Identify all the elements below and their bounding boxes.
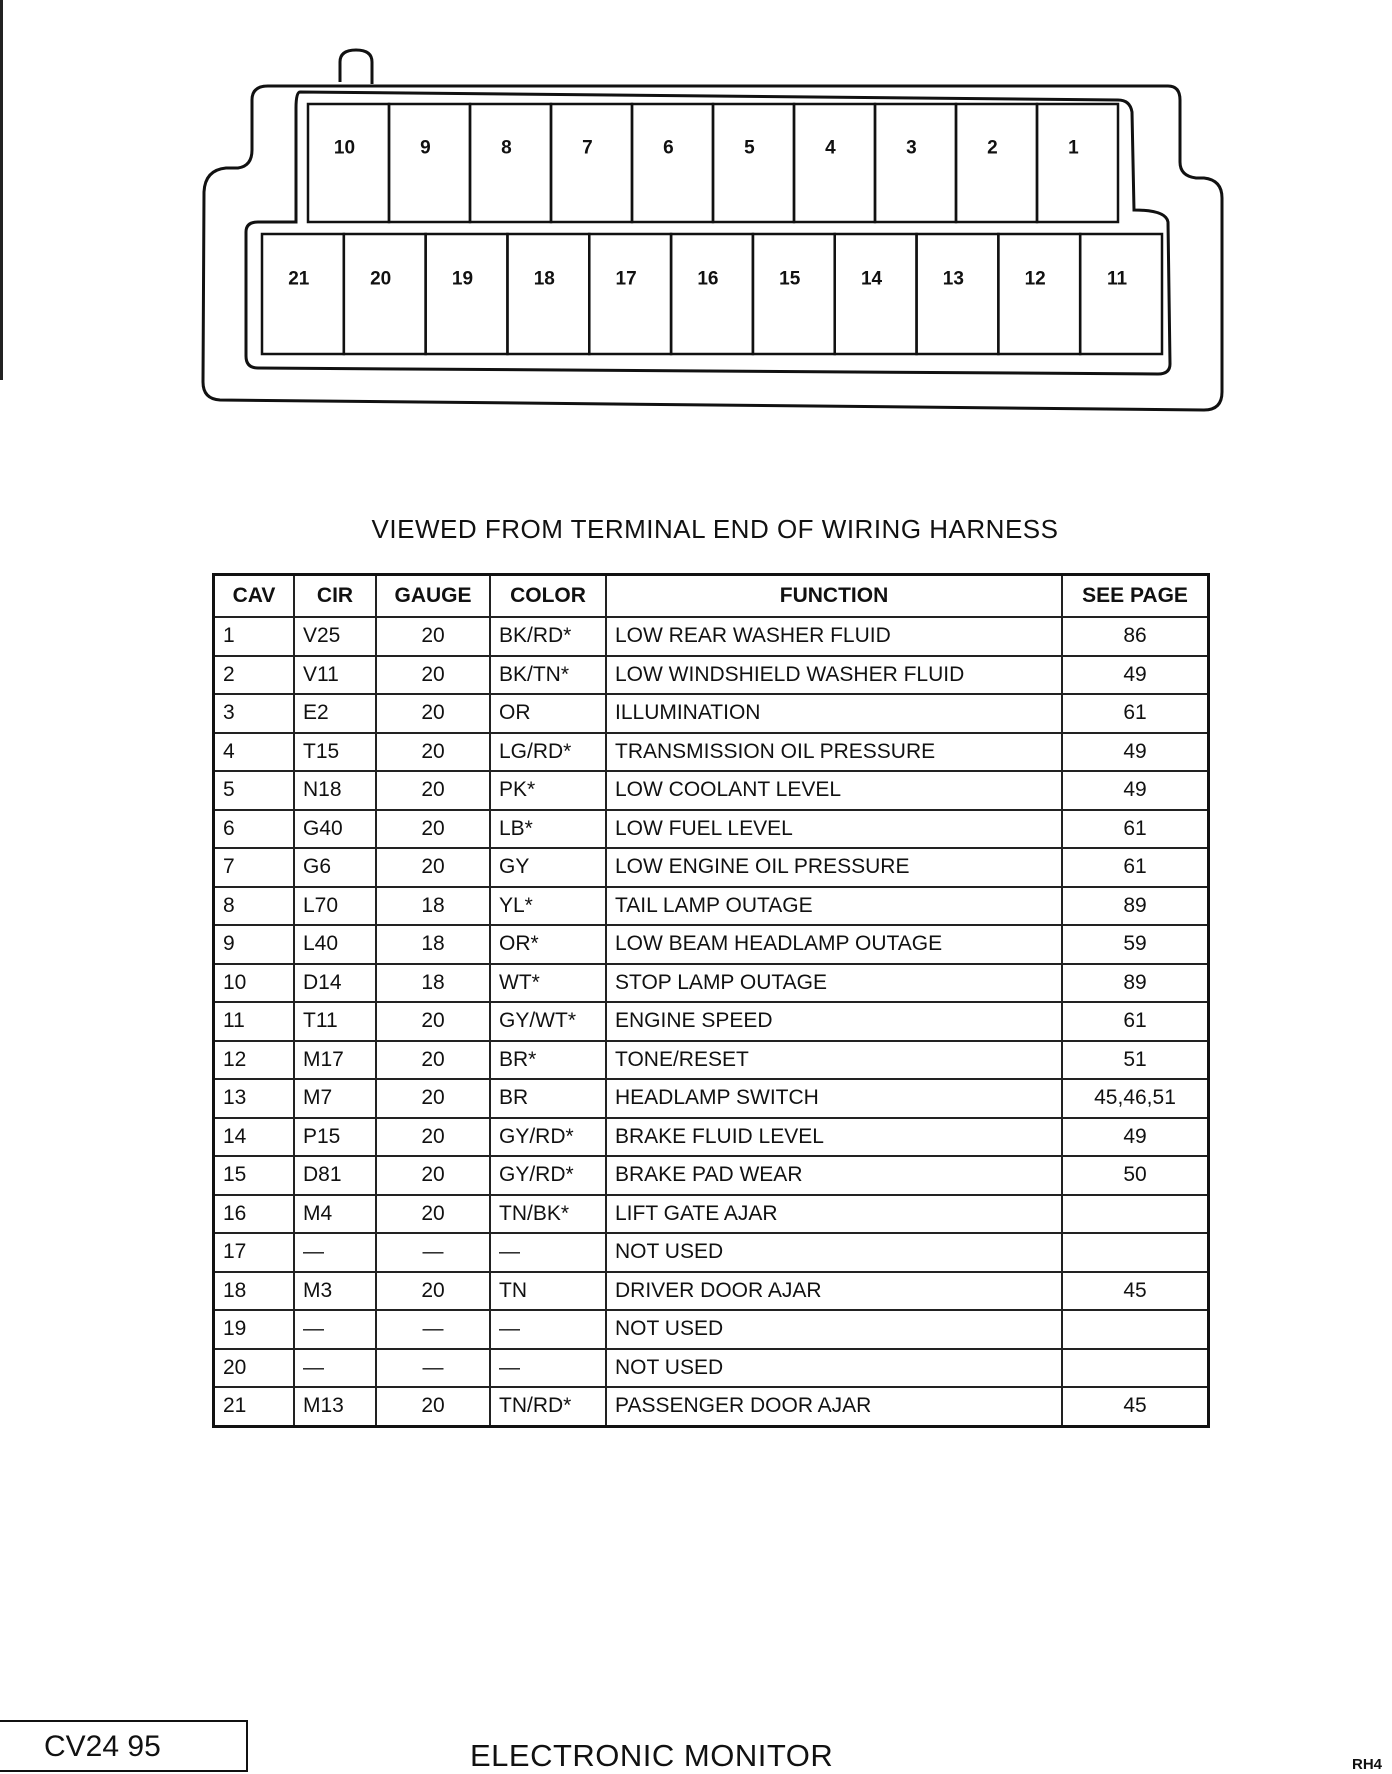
header-gauge: GAUGE bbox=[376, 575, 490, 618]
cell-gauge: 20 bbox=[376, 848, 490, 887]
pin-number: 1 bbox=[1068, 137, 1079, 159]
cell-gauge: 20 bbox=[376, 1118, 490, 1157]
pin-number: 12 bbox=[1024, 268, 1046, 290]
pin-number: 10 bbox=[333, 137, 356, 159]
pin-number: 15 bbox=[779, 268, 801, 290]
cell-function: TAIL LAMP OUTAGE bbox=[606, 887, 1062, 926]
cell-cir: — bbox=[294, 1233, 376, 1272]
cell-gauge: 18 bbox=[376, 887, 490, 926]
cell-page: 45 bbox=[1062, 1272, 1209, 1311]
cell-cav: 12 bbox=[214, 1041, 295, 1080]
cell-gauge: 20 bbox=[376, 1079, 490, 1118]
cell-cir: V11 bbox=[294, 656, 376, 695]
cell-color: GY/RD* bbox=[490, 1156, 606, 1195]
cell-color: — bbox=[490, 1233, 606, 1272]
cell-cav: 8 bbox=[214, 887, 295, 926]
cell-gauge: 20 bbox=[376, 733, 490, 772]
cell-page: 61 bbox=[1062, 694, 1209, 733]
cell-color: TN bbox=[490, 1272, 606, 1311]
cell-color: WT* bbox=[490, 964, 606, 1003]
cell-cav: 17 bbox=[214, 1233, 295, 1272]
cell-cav: 21 bbox=[214, 1387, 295, 1426]
table-row bbox=[214, 1002, 1209, 1041]
cell-function: ENGINE SPEED bbox=[606, 1002, 1062, 1041]
cell-page: 49 bbox=[1062, 656, 1209, 695]
bottom-pin-cavity bbox=[426, 234, 508, 354]
header-cir: CIR bbox=[294, 575, 376, 618]
footer-title: ELECTRONIC MONITOR bbox=[470, 1738, 834, 1773]
top-pin-cavity bbox=[713, 104, 794, 222]
cell-page: 49 bbox=[1062, 1118, 1209, 1157]
cell-color: GY/WT* bbox=[490, 1002, 606, 1041]
pin-number: 8 bbox=[501, 137, 512, 159]
cell-color: BR* bbox=[490, 1041, 606, 1080]
bottom-pin-cavity bbox=[589, 234, 671, 354]
cell-page bbox=[1062, 1310, 1209, 1349]
top-pin-cavity bbox=[1037, 104, 1118, 222]
cell-page: 45,46,51 bbox=[1062, 1079, 1209, 1118]
cell-color: BR bbox=[490, 1079, 606, 1118]
bottom-pin-cavity bbox=[998, 234, 1080, 354]
page-code: RH4 bbox=[1352, 1756, 1383, 1773]
cell-function: PASSENGER DOOR AJAR bbox=[606, 1387, 1062, 1426]
pin-number: 17 bbox=[615, 268, 637, 290]
cell-cir: N18 bbox=[294, 771, 376, 810]
table-row bbox=[214, 848, 1209, 887]
cell-cir: M3 bbox=[294, 1272, 376, 1311]
bottom-pin-cavity bbox=[344, 234, 426, 354]
cell-color: TN/RD* bbox=[490, 1387, 606, 1426]
cell-color: YL* bbox=[490, 887, 606, 926]
bottom-pin-row bbox=[262, 234, 1162, 354]
table-row bbox=[214, 1041, 1209, 1080]
header-function: FUNCTION bbox=[606, 575, 1062, 618]
cell-function: ILLUMINATION bbox=[606, 694, 1062, 733]
cell-cir: T15 bbox=[294, 733, 376, 772]
cell-function: NOT USED bbox=[606, 1349, 1062, 1388]
pin-number: 16 bbox=[697, 268, 719, 290]
cell-page: 89 bbox=[1062, 887, 1209, 926]
cell-gauge: 20 bbox=[376, 1156, 490, 1195]
cell-cav: 19 bbox=[214, 1310, 295, 1349]
pin-number: 6 bbox=[663, 137, 674, 159]
cell-gauge: — bbox=[376, 1233, 490, 1272]
top-pin-row bbox=[308, 104, 1118, 222]
cell-color: BK/RD* bbox=[490, 617, 606, 656]
cell-page: 50 bbox=[1062, 1156, 1209, 1195]
pin-number: 20 bbox=[370, 268, 392, 290]
top-pin-cavity bbox=[794, 104, 875, 222]
cell-gauge: — bbox=[376, 1349, 490, 1388]
cell-gauge: 20 bbox=[376, 694, 490, 733]
table-row bbox=[214, 810, 1209, 849]
table-row bbox=[214, 1118, 1209, 1157]
cell-page: 61 bbox=[1062, 1002, 1209, 1041]
cell-cir: M13 bbox=[294, 1387, 376, 1426]
cell-gauge: 18 bbox=[376, 925, 490, 964]
cell-function: LIFT GATE AJAR bbox=[606, 1195, 1062, 1234]
cell-cav: 13 bbox=[214, 1079, 295, 1118]
cell-color: LG/RD* bbox=[490, 733, 606, 772]
table-row bbox=[214, 1310, 1209, 1349]
bottom-pin-cavity bbox=[507, 234, 589, 354]
pin-number: 14 bbox=[860, 268, 883, 290]
cell-function: LOW REAR WASHER FLUID bbox=[606, 617, 1062, 656]
cell-gauge: 20 bbox=[376, 1195, 490, 1234]
cell-page bbox=[1062, 1233, 1209, 1272]
cell-function: LOW FUEL LEVEL bbox=[606, 810, 1062, 849]
cell-color: — bbox=[490, 1349, 606, 1388]
cell-cav: 5 bbox=[214, 771, 295, 810]
pin-number: 7 bbox=[582, 137, 593, 159]
cell-page: 45 bbox=[1062, 1387, 1209, 1426]
cell-cir: L70 bbox=[294, 887, 376, 926]
pin-number: 11 bbox=[1106, 268, 1128, 290]
pinout-table bbox=[212, 573, 1210, 1428]
cell-color: BK/TN* bbox=[490, 656, 606, 695]
cell-gauge: 20 bbox=[376, 771, 490, 810]
cell-cir: P15 bbox=[294, 1118, 376, 1157]
table-row bbox=[214, 925, 1209, 964]
table-row bbox=[214, 1156, 1209, 1195]
header-color: COLOR bbox=[490, 575, 606, 618]
bottom-pin-cavity bbox=[835, 234, 917, 354]
top-pin-cavity bbox=[875, 104, 956, 222]
top-pin-cavity bbox=[632, 104, 713, 222]
cell-page: 86 bbox=[1062, 617, 1209, 656]
pin-number: 18 bbox=[533, 268, 555, 290]
cell-color: LB* bbox=[490, 810, 606, 849]
cell-gauge: — bbox=[376, 1310, 490, 1349]
cell-cir: — bbox=[294, 1310, 376, 1349]
cell-page: 89 bbox=[1062, 964, 1209, 1003]
cell-cir: D14 bbox=[294, 964, 376, 1003]
document-id-box: CV24 95 bbox=[0, 1720, 248, 1772]
top-pin-cavity bbox=[551, 104, 632, 222]
pin-number: 13 bbox=[942, 268, 964, 290]
cell-cav: 14 bbox=[214, 1118, 295, 1157]
pin-number: 19 bbox=[451, 268, 474, 290]
table-row bbox=[214, 1233, 1209, 1272]
table-row bbox=[214, 694, 1209, 733]
cell-function: NOT USED bbox=[606, 1233, 1062, 1272]
cell-cir: G40 bbox=[294, 810, 376, 849]
cell-color: PK* bbox=[490, 771, 606, 810]
cell-cav: 6 bbox=[214, 810, 295, 849]
cell-page: 49 bbox=[1062, 771, 1209, 810]
cell-function: LOW COOLANT LEVEL bbox=[606, 771, 1062, 810]
cell-color: — bbox=[490, 1310, 606, 1349]
bottom-pin-cavity bbox=[671, 234, 753, 354]
cell-cir: G6 bbox=[294, 848, 376, 887]
cell-page: 61 bbox=[1062, 810, 1209, 849]
top-pin-cavity bbox=[470, 104, 551, 222]
bottom-pin-cavity bbox=[262, 234, 344, 354]
cell-gauge: 20 bbox=[376, 1387, 490, 1426]
cell-page: 49 bbox=[1062, 733, 1209, 772]
top-pin-cavity bbox=[308, 104, 389, 222]
cell-function: NOT USED bbox=[606, 1310, 1062, 1349]
cell-color: GY/RD* bbox=[490, 1118, 606, 1157]
cell-page: 51 bbox=[1062, 1041, 1209, 1080]
cell-cav: 18 bbox=[214, 1272, 295, 1311]
cell-cav: 4 bbox=[214, 733, 295, 772]
pin-number: 4 bbox=[825, 137, 836, 159]
bottom-pin-cavity bbox=[753, 234, 835, 354]
cell-function: BRAKE FLUID LEVEL bbox=[606, 1118, 1062, 1157]
cell-cav: 15 bbox=[214, 1156, 295, 1195]
bottom-pin-cavity bbox=[1080, 234, 1162, 354]
cell-cir: — bbox=[294, 1349, 376, 1388]
cell-function: LOW ENGINE OIL PRESSURE bbox=[606, 848, 1062, 887]
bottom-pin-cavity bbox=[917, 234, 999, 354]
pin-number: 2 bbox=[987, 137, 998, 159]
cell-gauge: 20 bbox=[376, 1272, 490, 1311]
table-header-row bbox=[214, 575, 1209, 618]
cell-function: TRANSMISSION OIL PRESSURE bbox=[606, 733, 1062, 772]
pin-number: 21 bbox=[288, 268, 310, 290]
cell-cav: 10 bbox=[214, 964, 295, 1003]
table-row bbox=[214, 1079, 1209, 1118]
cell-color: GY bbox=[490, 848, 606, 887]
cell-gauge: 20 bbox=[376, 1041, 490, 1080]
cell-color: OR* bbox=[490, 925, 606, 964]
cell-page: 61 bbox=[1062, 848, 1209, 887]
table-row bbox=[214, 771, 1209, 810]
table-row bbox=[214, 1272, 1209, 1311]
cell-cav: 16 bbox=[214, 1195, 295, 1234]
table-row bbox=[214, 617, 1209, 656]
cell-function: STOP LAMP OUTAGE bbox=[606, 964, 1062, 1003]
cell-function: LOW BEAM HEADLAMP OUTAGE bbox=[606, 925, 1062, 964]
cell-cav: 20 bbox=[214, 1349, 295, 1388]
cell-cir: M17 bbox=[294, 1041, 376, 1080]
cell-cir: E2 bbox=[294, 694, 376, 733]
cell-function: TONE/RESET bbox=[606, 1041, 1062, 1080]
cell-cav: 11 bbox=[214, 1002, 295, 1041]
table-row bbox=[214, 1349, 1209, 1388]
table-row bbox=[214, 887, 1209, 926]
header-cav: CAV bbox=[214, 575, 295, 618]
table-row bbox=[214, 1387, 1209, 1426]
cell-gauge: 20 bbox=[376, 810, 490, 849]
cell-cir: L40 bbox=[294, 925, 376, 964]
cell-gauge: 20 bbox=[376, 1002, 490, 1041]
top-pin-cavity bbox=[956, 104, 1037, 222]
top-pin-cavity bbox=[389, 104, 470, 222]
header-see-page: SEE PAGE bbox=[1062, 575, 1209, 618]
cell-cav: 1 bbox=[214, 617, 295, 656]
table-row bbox=[214, 656, 1209, 695]
connector-diagram bbox=[0, 0, 1392, 420]
cell-cir: T11 bbox=[294, 1002, 376, 1041]
cell-cir: V25 bbox=[294, 617, 376, 656]
cell-page bbox=[1062, 1195, 1209, 1234]
pin-number: 5 bbox=[744, 137, 755, 159]
cell-page bbox=[1062, 1349, 1209, 1388]
cell-color: OR bbox=[490, 694, 606, 733]
cell-page: 59 bbox=[1062, 925, 1209, 964]
cell-gauge: 20 bbox=[376, 617, 490, 656]
cell-function: BRAKE PAD WEAR bbox=[606, 1156, 1062, 1195]
cell-cav: 7 bbox=[214, 848, 295, 887]
diagram-caption: VIEWED FROM TERMINAL END OF WIRING HARNESS bbox=[371, 514, 1059, 544]
cell-cir: M4 bbox=[294, 1195, 376, 1234]
table-row bbox=[214, 964, 1209, 1003]
latch-tab bbox=[340, 50, 372, 84]
cell-function: LOW WINDSHIELD WASHER FLUID bbox=[606, 656, 1062, 695]
cell-color: TN/BK* bbox=[490, 1195, 606, 1234]
table-row bbox=[214, 733, 1209, 772]
cell-gauge: 18 bbox=[376, 964, 490, 1003]
table-row bbox=[214, 1195, 1209, 1234]
cell-cav: 3 bbox=[214, 694, 295, 733]
cell-cir: D81 bbox=[294, 1156, 376, 1195]
cell-gauge: 20 bbox=[376, 656, 490, 695]
cell-cav: 2 bbox=[214, 656, 295, 695]
cell-function: DRIVER DOOR AJAR bbox=[606, 1272, 1062, 1311]
pin-number: 9 bbox=[420, 137, 431, 159]
pin-number: 3 bbox=[906, 137, 917, 159]
cell-function: HEADLAMP SWITCH bbox=[606, 1079, 1062, 1118]
cell-cir: M7 bbox=[294, 1079, 376, 1118]
cell-cav: 9 bbox=[214, 925, 295, 964]
